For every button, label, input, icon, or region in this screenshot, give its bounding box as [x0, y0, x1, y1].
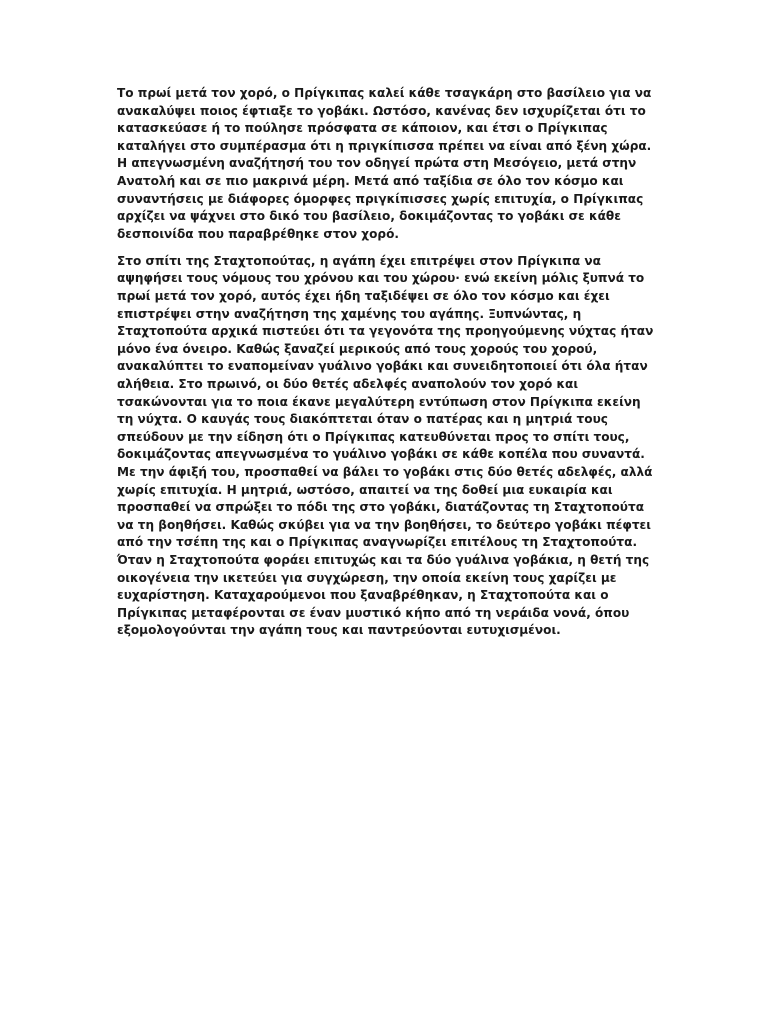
body-text: [117, 85, 657, 640]
paragraph-1: Το πρωί μετά τον χορό, ο Πρίγκιπας καλεί κάθε τσαγκάρη στο βασίλειο για να ανακαλύψει ποιος έφτιαξε το γοβάκι. Ωστόσο, κανένας δεν ισχυρίζεται ότι το κατασκεύασε ή το πούλησε πρόσφατα σε κάποιον, και έτσι ο Πρίγκιπας καταλήγει στο συμπέρασμα ότι η πριγκίπισσα πρέπει να είναι από ξένη χώρα. Η απεγνωσμένη αναζήτησή του τον οδηγεί πρώτα στη Μεσόγειο, μετά στην Ανατολή και σε πιο μακρινά μέρη. Μετά από ταξίδια σε όλο τον κόσμο και συναντήσεις με διάφορες όμορφες πριγκίπισσες χωρίς επιτυχία, ο Πρίγκιπας αρχίζει να ψάχνει στο δικό του βασίλειο, δοκιμάζοντας το γοβάκι σε κάθε δεσποινίδα που παραβρέθηκε στον χορό.: [117, 86, 652, 241]
paragraph-2: Στο σπίτι της Σταχτοπούτας, η αγάπη έχει επιτρέψει στον Πρίγκιπα να αψηφήσει τους νόμους του χρόνου και του χώρου· ενώ εκείνη μόλις ξυπνά το πρωί μετά τον χορό, αυτός έχει ήδη ταξιδέψει σε όλο τον κόσμο και έχει επιστρέψει στην αναζήτηση της χαμένης του αγάπης. Ξυπνώντας, η Σταχτοπούτα αρχικά πιστεύει ότι τα γεγονότα της προηγούμενης νύχτας ήταν μόνο ένα όνειρο. Καθώς ξαναζεί μερικούς από τους χορούς του χορού, ανακαλύπτει το εναπομείναν γυάλινο γοβάκι και συνειδητοποιεί ότι όλα ήταν αλήθεια. Στο πρωινό, οι δύο θετές αδελφές αναπολούν τον χορό και τσακώνονται για το ποια έκανε μεγαλύτερη εντύπωση στον Πρίγκιπα εκείνη τη νύχτα. Ο καυγάς τους διακόπτεται όταν ο πατέρας και η μητριά τους σπεύδουν με την είδηση ότι ο Πρίγκιπας κατευθύνεται προς το σπίτι τους, δοκιμάζοντας απεγνωσμένα το γυάλινο γοβάκι σε κάθε κοπέλα που συναντά. Με την άφιξή του, προσπαθεί να βάλει το γοβάκι στις δύο θετές αδελφές, αλλά χωρίς επιτυχία. Η μητριά, ωστόσο, απαιτεί να της δοθεί μια ευκαιρία και προσπαθεί να σπρώξει το πόδι της στο γοβάκι, διατάζοντας τη Σταχτοπούτα να τη βοηθήσει. Καθώς σκύβει για να την βοηθήσει, το δεύτερο γοβάκι πέφτει από την τσέπη της και ο Πρίγκιπας αναγνωρίζει επιτέλους τη Σταχτοπούτα. Όταν η Σταχτοπούτα φοράει επιτυχώς και τα δύο γυάλινα γοβάκια, η θετή της οικογένεια την ικετεύει για συγχώρεση, την οποία εκείνη τους χαρίζει με ευχαρίστηση. Καταχαρούμενοι που ξαναβρέθηκαν, η Σταχτοπούτα και ο Πρίγκιπας μεταφέρονται σε έναν μυστικό κήπο από τη νεράιδα νονά, όπου εξομολογούνται την αγάπη τους και παντρεύονται ευτυχισμένοι.: [117, 253, 654, 638]
